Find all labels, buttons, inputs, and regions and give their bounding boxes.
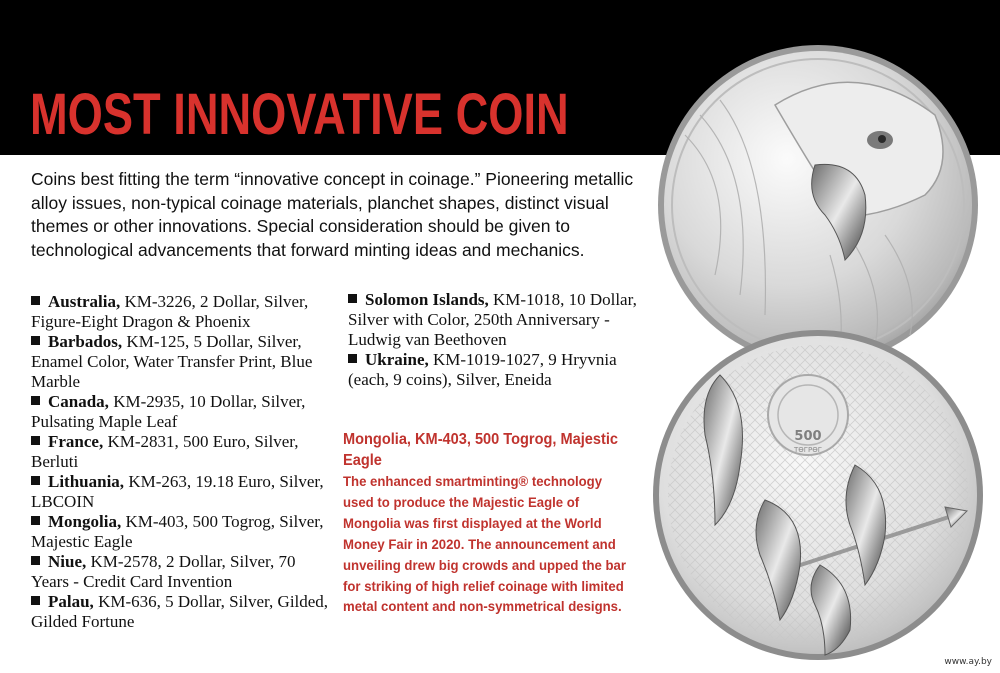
bullet-icon [31,516,40,525]
bullet-icon [348,354,357,363]
bullet-icon [31,396,40,405]
nominee-list-left [31,292,331,632]
list-item [31,392,331,432]
nominee-detail: KM-263, 19.18 Euro, Silver, LBCOIN [31,472,324,511]
nominee-country: France, [48,432,104,451]
bullet-icon [31,476,40,485]
list-item [31,332,331,392]
list-item [31,292,331,332]
nominee-country: Mongolia, [48,512,122,531]
feature-coin-description: The enhanced smartminting® technology used to produce the Majestic Eagle of Mongolia was first displayed at the World Money Fair in 2020. The announcement and unveiling drew big crowds and upped the bar for striking of high relief coinage with limited metal content and non-symmetrical designs. [343,473,626,615]
nominee-detail: KM-125, 5 Dollar, Silver, Enamel Color, Water Transfer Print, Blue Marble [31,332,313,391]
nominee-detail: KM-403, 500 Togrog, Silver, Majestic Eagle [31,512,324,551]
nominee-detail: KM-3226, 2 Dollar, Silver, Figure-Eight Dragon & Phoenix [31,292,309,331]
coin-image [645,45,1000,665]
list-item [31,512,331,552]
category-description: Coins best fitting the term “innovative concept in coinage.” Pioneering metallic alloy issues, non-typical coinage materials, planchet shapes, distinct visual themes or other innovations. Special consideration should be given to technological advancements that forward minting ideas and mechanics. [31,169,634,260]
bullet-icon [348,294,357,303]
feature-coin-title: Mongolia, KM-403, 500 Togrog, Majestic Eagle [343,431,618,469]
list-item [348,290,648,350]
list-item [31,592,331,632]
coin-denomination: 500 [794,429,822,444]
nominee-country: Solomon Islands, [365,290,489,309]
coin-denomination-unit: ТӨГРӨГ [793,446,823,454]
bullet-icon [31,436,40,445]
bullet-icon [31,296,40,305]
watermark: www.ay.by [944,657,992,667]
list-item [31,552,331,592]
coin-obverse [658,45,978,365]
nominee-country: Canada, [48,392,109,411]
bullet-icon [31,556,40,565]
list-item [31,432,331,472]
nominee-detail: KM-2935, 10 Dollar, Silver, Pulsating Maple Leaf [31,392,306,431]
page-title: MOST INNOVATIVE COIN [30,82,569,147]
nominee-country: Barbados, [48,332,123,351]
nominee-country: Australia, [48,292,121,311]
nominee-country: Ukraine, [365,350,429,369]
list-item [348,350,648,390]
nominee-country: Palau, [48,592,94,611]
list-item [31,472,331,512]
nominee-detail: KM-1019-1027, 9 Hryvnia (each, 9 coins), Silver, Eneida [348,350,617,389]
coin-reverse [653,330,983,660]
bullet-icon [31,336,40,345]
nominee-detail: KM-636, 5 Dollar, Silver, Gilded, Gilded Fortune [31,592,329,631]
bullet-icon [31,596,40,605]
nominee-detail: KM-2578, 2 Dollar, Silver, 70 Years - Credit Card Invention [31,552,296,591]
nominee-detail: KM-1018, 10 Dollar, Silver with Color, 250th Anniversary - Ludwig van Beethoven [348,290,637,349]
nominee-list-right [348,290,648,390]
nominee-country: Niue, [48,552,87,571]
nominee-country: Lithuania, [48,472,125,491]
nominee-detail: KM-2831, 500 Euro, Silver, Berluti [31,432,299,471]
